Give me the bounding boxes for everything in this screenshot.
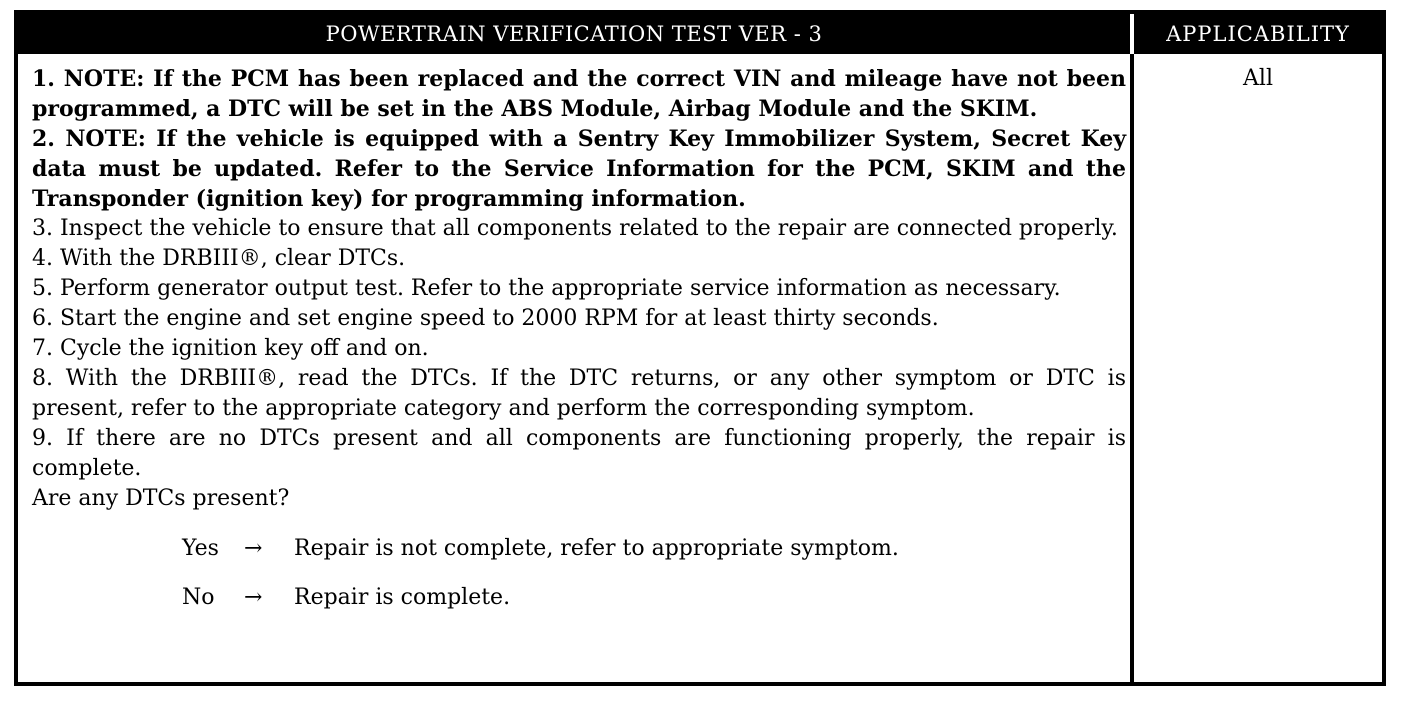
test-steps <box>32 64 1126 632</box>
arrow-right-icon: → <box>244 585 263 610</box>
verification-test-table <box>14 10 1386 686</box>
step-9: 9. If there are no DTCs present and all components are functioning properly, the repair is complete. <box>32 426 1126 481</box>
answer-yes-text: Repair is not complete, refer to appropriate symptom. <box>294 536 899 561</box>
applicability-value: All <box>1243 66 1273 91</box>
step-6: 6. Start the engine and set engine speed to 2000 RPM for at least thirty seconds. <box>32 306 939 331</box>
applicability-header: APPLICABILITY <box>1166 22 1350 46</box>
question: Are any DTCs present? <box>32 486 290 511</box>
answer-no-label: No <box>182 585 215 610</box>
step-2: 2. NOTE: If the vehicle is equipped with a Sentry Key Immobilizer System, Secret Key data must be updated. Refer to the Service Information for the PCM, SKIM and the Transponder (ignition key) for programming information. <box>32 126 1126 212</box>
column-divider <box>1130 54 1134 682</box>
step-4: 4. With the DRBIII®, clear DTCs. <box>32 246 406 271</box>
answer-yes <box>32 534 1126 583</box>
step-1: 1. NOTE: If the PCM has been replaced and the correct VIN and mileage have not been programmed, a DTC will be set in the ABS Module, Airbag Module and the SKIM. <box>32 66 1126 122</box>
step-5: 5. Perform generator output test. Refer to the appropriate service information as necessary. <box>32 276 1061 301</box>
table-header <box>18 14 1382 54</box>
test-title: POWERTRAIN VERIFICATION TEST VER - 3 <box>325 22 823 46</box>
arrow-right-icon: → <box>244 536 263 561</box>
answer-no-text: Repair is complete. <box>294 585 511 610</box>
step-7: 7. Cycle the ignition key off and on. <box>32 336 429 361</box>
step-3: 3. Inspect the vehicle to ensure that all components related to the repair are connected properly. <box>32 216 1118 241</box>
answer-yes-label: Yes <box>182 536 219 561</box>
step-8: 8. With the DRBIII®, read the DTCs. If the DTC returns, or any other symptom or DTC is present, refer to the appropriate category and perform the corresponding symptom. <box>32 366 1126 421</box>
answer-no <box>32 583 1126 632</box>
